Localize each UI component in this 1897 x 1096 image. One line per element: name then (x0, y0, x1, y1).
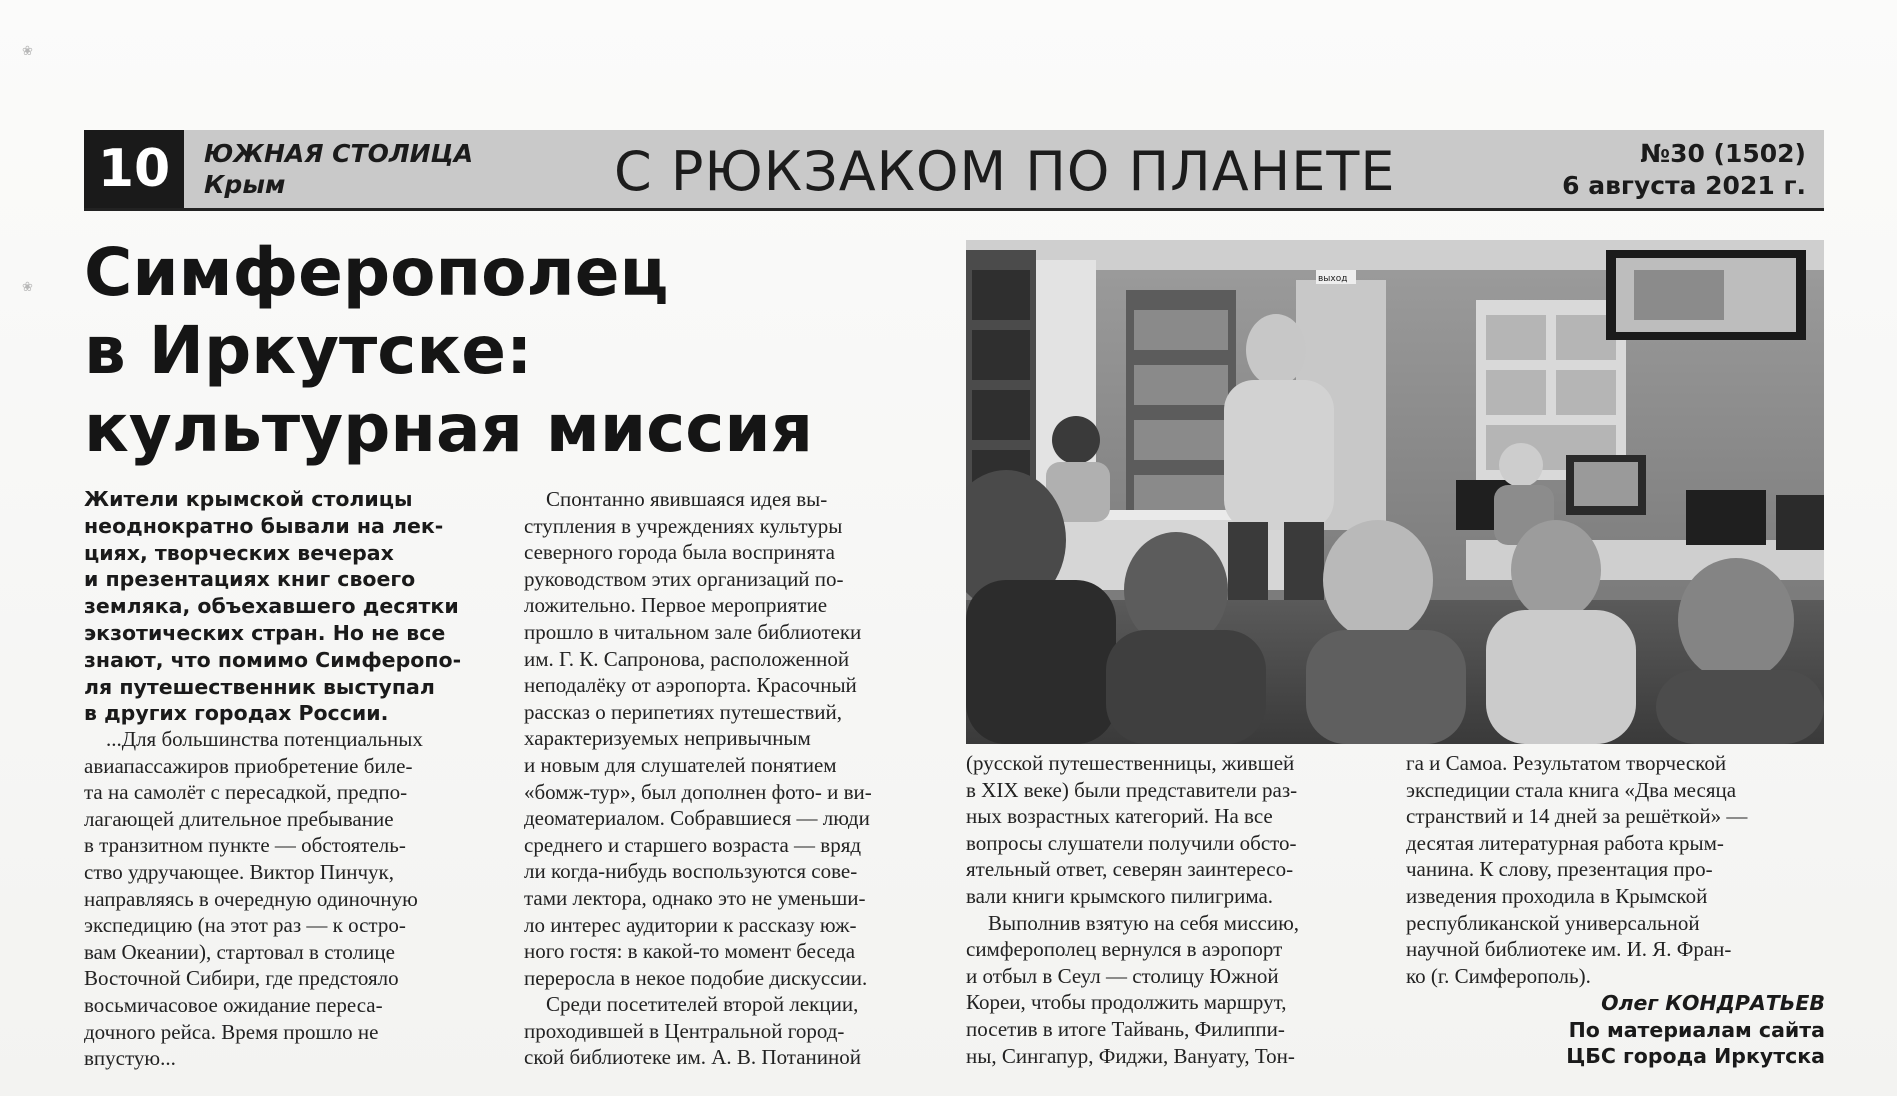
article-headline (84, 234, 964, 468)
exit-sign-text: выход (1318, 274, 1348, 284)
body-line: им. Г. К. Сапронова, расположенной (524, 646, 850, 671)
lead-line: знают, что помимо Симферопо- (84, 647, 462, 672)
scan-speck: ❀ (22, 44, 33, 59)
body-line: ко (г. Симферополь). (1406, 963, 1591, 988)
section-title: С РЮКЗАКОМ ПО ПЛАНЕТЕ (614, 140, 1396, 203)
issue-number: №30 (1502) (1639, 139, 1806, 168)
source-line: По материалам сайта (1568, 1017, 1825, 1042)
text-column-2 (524, 486, 944, 1071)
body-line: среднего и старшего возраста — вряд (524, 832, 862, 857)
body-line: вали книги крымского пилигрима. (966, 883, 1274, 908)
issue-info (1506, 138, 1806, 202)
body-line: рассказ о перипетиях путешествий, (524, 699, 843, 724)
body-line: ской библиотеке им. А. В. Потаниной (524, 1045, 862, 1070)
body-line: ли когда-нибудь воспользуются сове- (524, 859, 858, 884)
body-line: прошло в читальном зале библиотеки (524, 619, 862, 644)
text-column-3 (966, 750, 1386, 1069)
body-line: направляясь в очередную одиночную (84, 886, 418, 911)
body-line: неподалёку от аэропорта. Красочный (524, 673, 857, 698)
headline-line: в Иркутске: (84, 312, 533, 389)
body-line: ны, Сингапур, Фиджи, Вануату, Тон- (966, 1043, 1295, 1068)
body-line: деоматериалом. Собравшиеся — люди (524, 806, 870, 831)
newspaper-name-line1: ЮЖНАЯ СТОЛИЦА (204, 139, 474, 168)
body-line: тами лектора, однако это не уменьши- (524, 885, 866, 910)
body-line: в XIX веке) были представители раз- (966, 777, 1298, 802)
body-line: изведения проходила в Крымской (1406, 883, 1708, 908)
body-line: ступления в учреждениях культуры (524, 513, 843, 538)
body-line: авиапассажиров приобретение биле- (84, 753, 413, 778)
body-line: ство удручающее. Виктор Пинчук, (84, 859, 394, 884)
lead-line: и презентациях книг своего (84, 567, 416, 592)
body-line: республиканской универсальной (1406, 910, 1700, 935)
body-line: чанина. К слову, презентация про- (1406, 857, 1713, 882)
body-line: ных возрастных категорий. На все (966, 804, 1273, 829)
body-line: вопросы слушатели получили обсто- (966, 830, 1297, 855)
body-line: «бомж-тур», был дополнен фото- и ви- (524, 779, 872, 804)
lead-line: земляка, объехавшего десятки (84, 594, 459, 619)
body-line: десятая литературная работа крым- (1406, 830, 1724, 855)
body-line: Восточной Сибири, где предстояло (84, 966, 399, 991)
body-line: дочного рейса. Время прошло не (84, 1019, 379, 1044)
newspaper-name (204, 138, 504, 200)
body-line: переросла в некое подобие дискуссии. (524, 965, 868, 990)
lead-line: ля путешественник выступал (84, 674, 435, 699)
lead-line: циях, творческих вечерах (84, 540, 394, 565)
body-line: экспедицию (на этот раз — к остро- (84, 913, 406, 938)
source-line: ЦБС города Иркутска (1566, 1044, 1825, 1069)
article-photo (966, 240, 1824, 744)
newspaper-name-line2: Крым (204, 170, 286, 199)
body-line: ложительно. Первое мероприятие (524, 593, 828, 618)
body-line: и новым для слушателей понятием (524, 752, 837, 777)
lead-line: в других городах России. (84, 701, 389, 726)
lead-line: неоднократно бывали на лек- (84, 513, 444, 538)
body-line: ...Для большинства потенциальных (106, 727, 423, 751)
text-column-1 (84, 726, 504, 1072)
headline-line: Симферополец (84, 234, 669, 311)
body-line: Кореи, чтобы продолжить маршрут, (966, 990, 1287, 1015)
body-line: ятельный ответ, северян заинтересо- (966, 857, 1294, 882)
page-header (84, 130, 1824, 211)
body-line: научной библиотеке им. И. Я. Фран- (1406, 937, 1732, 962)
body-line: странствий и 14 дней за решёткой» — (1406, 804, 1748, 829)
body-line: та на самолёт с пересадкой, предпо- (84, 780, 408, 805)
body-line: экспедиции стала книга «Два месяца (1406, 777, 1737, 802)
body-line: восьмичасовое ожидание переса- (84, 992, 383, 1017)
body-line: характеризуемых непривычным (524, 726, 811, 751)
body-line: Среди посетителей второй лекции, (546, 992, 859, 1017)
body-line: и отбыл в Сеул — столицу Южной (966, 963, 1279, 988)
page-number: 10 (84, 130, 184, 208)
body-line: в транзитном пункте — обстоятель- (84, 833, 406, 858)
body-line: Спонтанно явившаяся идея вы- (546, 487, 828, 511)
author-name: Олег КОНДРАТЬЕВ (1601, 991, 1825, 1015)
body-line: ного гостя: в какой-то момент беседа (524, 939, 856, 964)
body-line: впустую... (84, 1046, 176, 1071)
article-lead (84, 486, 504, 727)
lecture-photo-illustration (966, 240, 1824, 744)
body-line: ло интерес аудитории к рассказу юж- (524, 912, 857, 937)
body-line: симферополец вернулся в аэропорт (966, 937, 1283, 962)
headline-line: культурная миссия (84, 390, 813, 467)
article-byline (1405, 990, 1825, 1070)
body-line: проходившей в Центральной город- (524, 1018, 845, 1043)
body-line: Выполнив взятую на себя миссию, (988, 910, 1300, 935)
scan-speck: ❀ (22, 280, 33, 295)
body-line: руководством этих организаций по- (524, 566, 844, 591)
issue-date: 6 августа 2021 г. (1562, 171, 1806, 200)
body-line: лагающей длительное пребывание (84, 806, 394, 831)
body-line: вам Океании), стартовал в столице (84, 939, 395, 964)
lead-line: экзотических стран. Но не все (84, 620, 446, 645)
lead-line: Жители крымской столицы (84, 487, 413, 511)
body-line: посетив в итоге Тайвань, Филиппи- (966, 1016, 1285, 1041)
body-line: га и Самоа. Результатом творческой (1406, 751, 1727, 775)
body-line: северного города была воспринята (524, 540, 835, 565)
body-line: (русской путешественницы, жившей (966, 751, 1295, 775)
text-column-4 (1406, 750, 1826, 989)
